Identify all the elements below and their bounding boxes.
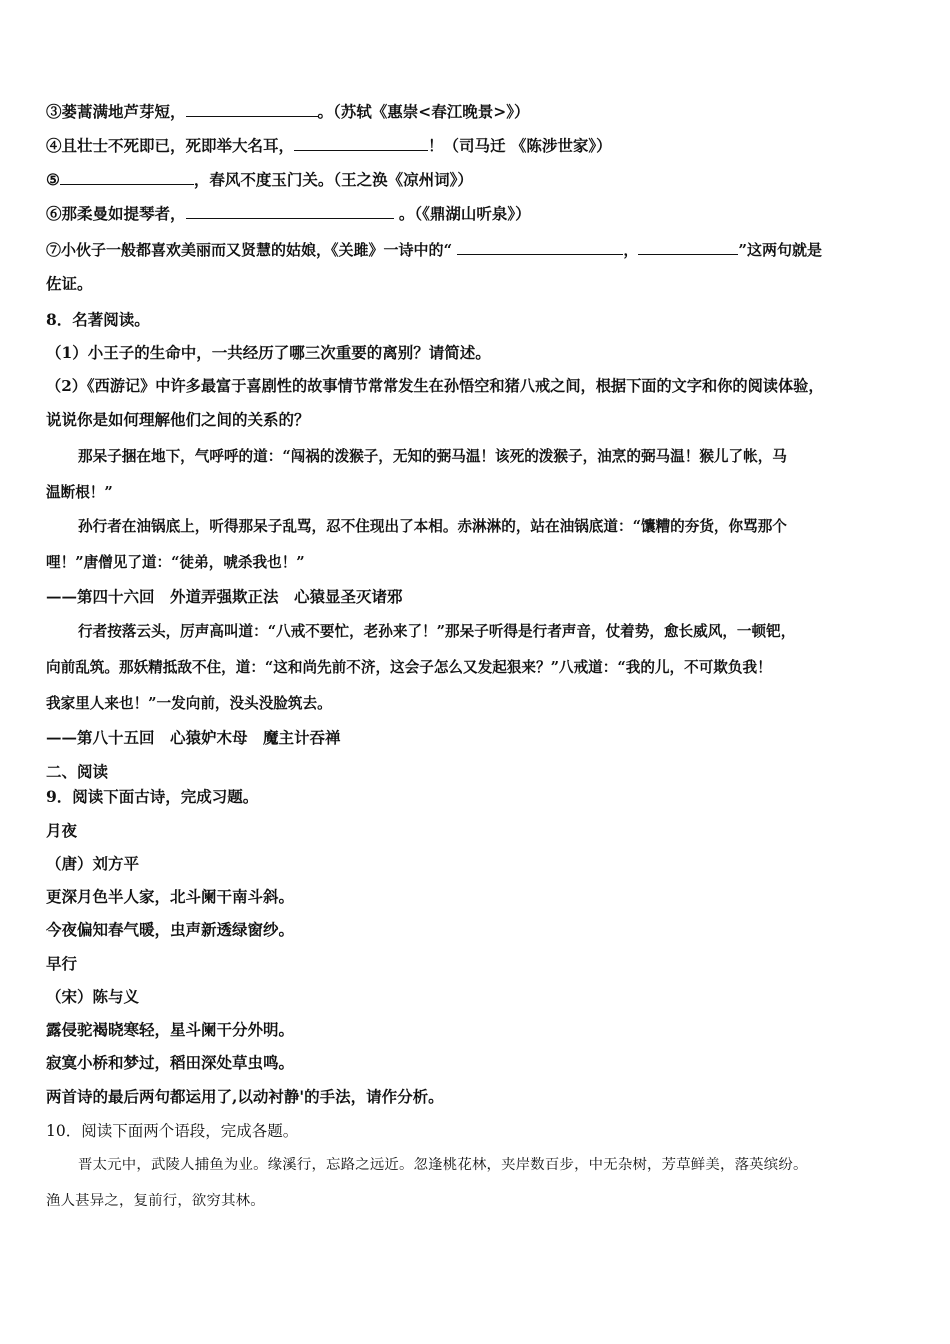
excerpt-paragraph-cont: 向前乱筑。那妖精抵敌不住，道：“这和尚先前不济，这会子怎么又发起狠来？”八戒道：“我的儿，不可欺负我！ xyxy=(46,659,772,676)
question-8-title: 8．名著阅读。 xyxy=(46,310,150,329)
classical-paragraph: 晋太元中，武陵人捕鱼为业。缘溪行，忘路之远近。忽逢桃花林，夹岸数百步，中无杂树，芳草鲜美，落英缤纷。 xyxy=(78,1157,808,1173)
fill-line-5: ⑤ ，春风不度玉门关。（王之涣《凉州词》） xyxy=(46,170,473,189)
excerpt-paragraph: 行者按落云头，厉声高叫道：“八戒不要忙，老孙来了！”那呆子听得是行者声音，仗着势，愈长威风，一顿钯， xyxy=(78,623,796,640)
answer-blank[interactable] xyxy=(186,102,318,117)
question-8-sub2-cont: 说说你是如何理解他们之间的关系的？ xyxy=(46,410,310,429)
section-heading: 二、阅读 xyxy=(46,762,109,781)
excerpt-source: ——第四十六回 外道弄强欺正法 心猿显圣灭诸邪 xyxy=(46,587,403,606)
fill-line-7-cont: 佐证。 xyxy=(46,274,93,293)
fill-line-3: ③蒌蒿满地芦芽短， 。（苏轼《惠崇<春江晚景>》） xyxy=(46,102,530,121)
question-8-sub1: （1）小王子的生命中，一共经历了哪三次重要的离别？请简述。 xyxy=(46,343,491,362)
poem-line: 露侵驼褐晓寒轻，星斗阑干分外明。 xyxy=(46,1020,295,1039)
excerpt-source: ——第八十五回 心猿妒木母 魔主计吞禅 xyxy=(46,728,341,747)
fill-line-7: ⑦小伙子一般都喜欢美丽而又贤慧的姑娘，《关雎》一诗中的“ ， ”这两句就是 xyxy=(46,241,823,259)
excerpt-paragraph-cont: 我家里人来也！”一发向前，没头没脸筑去。 xyxy=(46,695,332,712)
question-8-sub2: （2）《西游记》中许多最富于喜剧性的故事情节常常发生在孙悟空和猪八戒之间，根据下面的文字和你的阅读体验， xyxy=(46,377,824,395)
answer-blank[interactable] xyxy=(60,170,194,185)
fill-line-6: ⑥那柔曼如提琴者， 。（《鼎湖山听泉》） xyxy=(46,204,531,223)
poem-line: 今夜偏知春气暖，虫声新透绿窗纱。 xyxy=(46,920,295,939)
excerpt-paragraph-cont: 哩！”唐僧见了道：“徒弟，唬杀我也！” xyxy=(46,554,305,571)
classical-paragraph-cont: 渔人甚异之，复前行，欲穷其林。 xyxy=(46,1193,265,1209)
poem-author: （唐）刘方平 xyxy=(46,854,140,873)
question-9-prompt: 两首诗的最后两句都运用了,以动衬静'的手法，请作分析。 xyxy=(46,1087,444,1106)
excerpt-paragraph-cont: 温断根！” xyxy=(46,484,113,501)
answer-blank[interactable] xyxy=(457,240,623,255)
poem-title: 月夜 xyxy=(46,821,78,840)
question-10-title: 10．阅读下面两个语段，完成各题。 xyxy=(46,1122,299,1140)
answer-blank[interactable] xyxy=(638,240,738,255)
poem-line: 寂寞小桥和梦过，稻田深处草虫鸣。 xyxy=(46,1053,295,1072)
excerpt-paragraph: 孙行者在油锅底上，听得那呆子乱骂，忍不住现出了本相。赤淋淋的，站在油锅底道：“馕糟的夯货，你骂那个 xyxy=(78,518,787,535)
fill-line-4: ④且壮士不死即已，死即举大名耳， ！（司马迁 《陈涉世家》） xyxy=(46,136,612,155)
poem-title: 早行 xyxy=(46,954,78,973)
question-9-title: 9．阅读下面古诗，完成习题。 xyxy=(46,787,259,806)
answer-blank[interactable] xyxy=(294,136,428,151)
poem-author: （宋）陈与义 xyxy=(46,987,140,1006)
excerpt-paragraph: 那呆子捆在地下，气呼呼的道：“闯祸的泼猴子，无知的弼马温！该死的泼猴子，油烹的弼马温！猴儿了帐，马 xyxy=(78,448,787,465)
poem-line: 更深月色半人家，北斗阑干南斗斜。 xyxy=(46,887,295,906)
answer-blank[interactable] xyxy=(186,204,394,219)
